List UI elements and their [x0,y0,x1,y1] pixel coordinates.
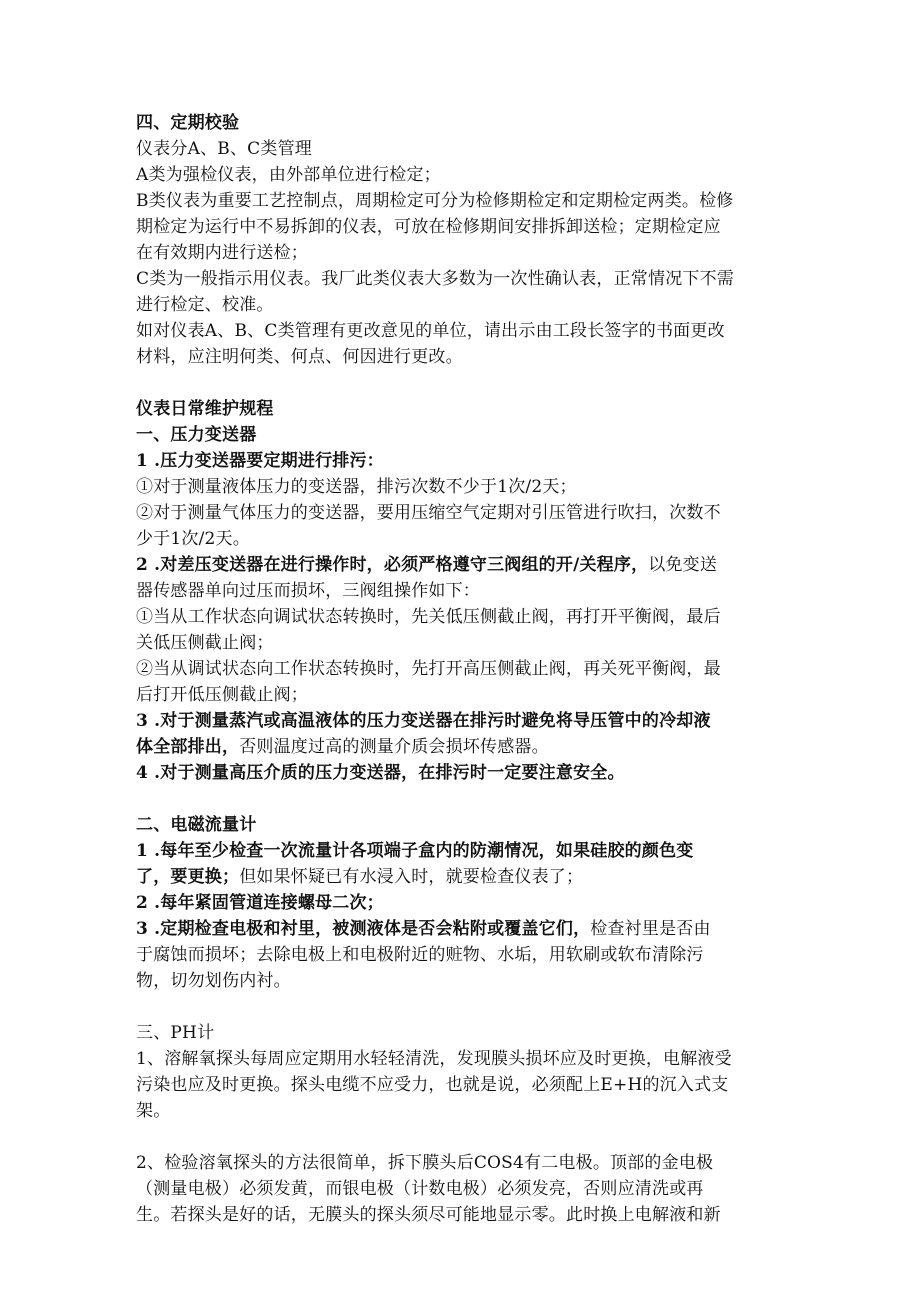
list-item: 4 .对于测量高压介质的压力变送器，在排污时一定要注意安全。 [136,763,625,783]
bold-text: 体全部排出， [136,737,240,757]
list-item: 物，切勿划伤内衬。 [136,971,291,991]
paragraph: 在有效期内进行送检； [136,243,308,263]
list-item [136,734,786,760]
paragraph: A类为强检仪表，由外部单位进行检定； [136,165,441,185]
paragraph: B类仪表为重要工艺控制点，周期检定可分为检修期检定和定期检定两类。检修 [136,191,734,211]
list-item: 器传感器单向过压而损坏，三阀组操作如下： [136,581,480,601]
bold-text: 了，要更换； [136,867,240,887]
paragraph: 仪表分A、B、C类管理 [136,139,312,159]
list-item [136,916,786,942]
spacer [136,1124,786,1150]
list-item: 于腐蚀而损坏；去除电极上和电极附近的赃物、水垢，用软刷或软布清除污 [136,945,704,965]
paragraph: 进行检定、校准。 [136,295,274,315]
list-item: 后打开低压侧截止阀； [136,685,308,705]
section-title-pressure-transmitter: 一、压力变送器 [136,425,257,445]
list-item [136,864,786,890]
bold-text: 2 .对差压变送器在进行操作时，必须严格遵守三阀组的开/关程序， [136,555,649,575]
document-title-maintenance: 仪表日常维护规程 [136,399,274,419]
list-item: 污染也应及时更换。探头电缆不应受力，也就是说，必须配上E+H的沉入式支 [136,1075,729,1095]
list-item: 生。若探头是好的话，无膜头的探头须尽可能地显示零。此时换上电解液和新 [136,1205,721,1225]
list-item: 2 .每年紧固管道连接螺母二次； [136,893,384,913]
text: 检查衬里是否由 [590,919,711,939]
list-item [136,552,786,578]
section-title-periodic-calibration: 四、定期校验 [136,113,240,133]
list-item: ①对于测量液体压力的变送器，排污次数不少于1次/2天； [136,477,577,497]
list-item: 1 .每年至少检查一次流量计各项端子盒内的防潮情况，如果硅胶的颜色变 [136,841,694,861]
paragraph: 如对仪表A、B、C类管理有更改意见的单位，请出示由工段长签字的书面更改 [136,321,725,341]
list-item: ②当从调试状态向工作状态转换时，先打开高压侧截止阀，再关死平衡阀，最 [136,659,721,679]
list-item: 2、检验溶氧探头的方法很简单，拆下膜头后COS4有二电极。顶部的金电极 [136,1153,714,1173]
list-item: 架。 [136,1101,171,1121]
list-item: ①当从工作状态向调试状态转换时，先关低压侧截止阀，再打开平衡阀，最后 [136,607,721,627]
bold-text: 3 .定期检查电极和衬里，被测液体是否会粘附或覆盖它们， [136,919,591,939]
section-title-ph-meter: 三、PH计 [136,1023,215,1043]
list-item: 少于1次/2天。 [136,529,250,549]
spacer [136,370,786,396]
spacer [136,994,786,1020]
paragraph: C类为一般指示用仪表。我厂此类仪表大多数为一次性确认表，正常情况下不需 [136,269,735,289]
section-title-electromagnetic-flowmeter: 二、电磁流量计 [136,815,257,835]
text: 否则温度过高的测量介质会损坏传感器。 [239,737,549,757]
paragraph: 材料，应注明何类、何点、何因进行更改。 [136,347,463,367]
paragraph: 期检定为运行中不易拆卸的仪表，可放在检修期间安排拆卸送检；定期检定应 [136,217,721,237]
list-item: （测量电极）必须发黄，而银电极（计数电极）必须发亮，否则应清洗或再 [136,1179,704,1199]
document-body [136,110,786,1228]
spacer [136,786,786,812]
list-item: 1、溶解氧探头每周应定期用水轻轻清洗，发现膜头损坏应及时更换，电解液受 [136,1049,732,1069]
list-item: 3 .对于测量蒸汽或高温液体的压力变送器在排污时避免将导压管中的冷却液 [136,711,711,731]
list-item: 关低压侧截止阀； [136,633,274,653]
text: 以免变送 [648,555,718,575]
list-item: ②对于测量气体压力的变送器，要用压缩空气定期对引压管进行吹扫，次数不 [136,503,721,523]
text: 但如果怀疑已有水浸入时，就要检查仪表了； [239,867,584,887]
list-item: 1 .压力变送器要定期进行排污： [136,451,384,471]
